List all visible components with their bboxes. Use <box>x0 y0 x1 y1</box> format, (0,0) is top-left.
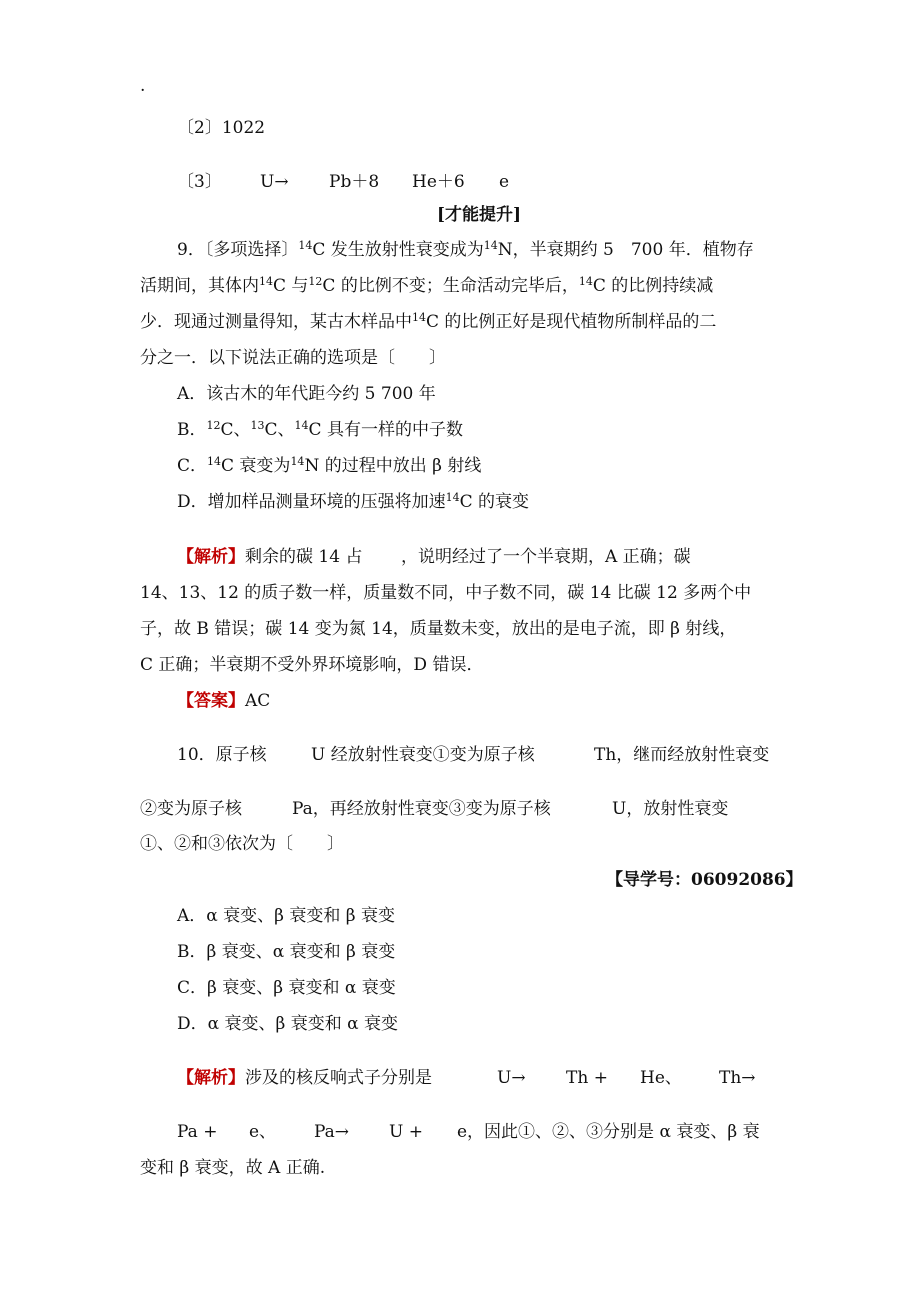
q10-analysis-line-3: 变和 β 衰变，故 A 正确. <box>140 1158 326 1178</box>
q10-analysis-l2-part-3: Pa→ <box>314 1122 350 1142</box>
q9-analysis-line-1 <box>177 545 362 569</box>
prev-answer-3-part-3: He＋6 <box>412 172 465 192</box>
prev-answer-3-label: 〔3〕 <box>177 172 222 192</box>
q9-option-c-text-1: C 衰变为 <box>221 456 291 476</box>
sup-14: 14 <box>445 491 460 504</box>
q9-option-b-label: B． <box>177 420 207 440</box>
q10-l1-part-3: Th，继而经放射性衰变 <box>594 745 770 765</box>
sup-14: 14 <box>578 275 593 288</box>
sup-14: 14 <box>259 275 273 288</box>
q10-l1-part-2: U 经放射性衰变①变为原子核 <box>311 745 535 765</box>
sup-13: 13 <box>250 419 265 432</box>
q10-analysis-l1-part-4: He、 <box>640 1068 682 1088</box>
sup-14: 14 <box>298 239 313 252</box>
q9-option-d-text-2: C 的衰变 <box>459 492 530 512</box>
section-title: [才能提升] <box>437 205 522 225</box>
q9-option-d <box>177 490 529 514</box>
prev-answer-3-part-2: Pb＋8 <box>329 172 380 192</box>
q9-line-1 <box>177 238 754 262</box>
q9-line-4: 分之一．以下说法正确的选项是〔 〕 <box>140 348 446 368</box>
q9-line-3 <box>140 310 716 334</box>
q9-analysis-text-1: 剩余的碳 14 占 <box>245 547 363 567</box>
sup-12: 12 <box>308 275 323 288</box>
sup-14: 14 <box>290 455 305 468</box>
q10-analysis-l1-part-3: Th + <box>566 1068 608 1088</box>
q9-type: 〔多项选择〕 <box>204 240 299 260</box>
q10-option-a: A．α 衰变、β 衰变和 β 衰变 <box>177 906 396 926</box>
q9-analysis-line-1b: ，说明经过了一个半衰期，A 正确；碳 <box>401 547 691 567</box>
q9-line-2 <box>140 274 713 298</box>
q9-l1-text-2: N，半衰期约 5 700 年．植物存 <box>497 240 754 260</box>
q9-l3-text-2: C 的比例正好是现代植物所制样品的二 <box>426 312 717 332</box>
q9-option-a: A．该古木的年代距今约 5 700 年 <box>177 384 436 404</box>
analysis-tag: 【解析】 <box>177 1068 245 1088</box>
q10-analysis-l1-part-2: U→ <box>497 1068 526 1088</box>
q9-option-b <box>177 418 463 442</box>
q9-l2-text-3: C 的比例不变；生命活动完毕后， <box>322 276 579 296</box>
q9-number: 9． <box>177 240 205 260</box>
q9-option-b-text-3: C 具有一样的中子数 <box>308 420 463 440</box>
prev-answer-3-part-4: e <box>499 172 510 192</box>
q9-option-c <box>177 454 481 478</box>
q10-l2-part-1: ②变为原子核 <box>140 799 242 819</box>
q9-option-c-label: C． <box>177 456 208 476</box>
q10-option-d: D．α 衰变、β 衰变和 α 衰变 <box>177 1014 399 1034</box>
guide-number: 【导学号：06092086】 <box>606 870 803 890</box>
q9-answer <box>177 689 270 713</box>
q9-l2-text-4: C 的比例持续减 <box>592 276 714 296</box>
top-dot: . <box>140 76 146 96</box>
prev-answer-2: 〔2〕1022 <box>177 118 266 138</box>
q9-option-b-text-2: C、 <box>264 420 295 440</box>
q10-option-c: C．β 衰变、β 衰变和 α 衰变 <box>177 978 396 998</box>
q9-analysis-line-3: 子，故 B 错误；碳 14 变为氮 14，质量数未变，放出的是电子流，即 β 射线， <box>140 619 737 639</box>
q9-l2-text-2: C 与 <box>273 276 309 296</box>
q9-option-c-text-2: N 的过程中放出 β 射线 <box>304 456 482 476</box>
q9-option-b-text-1: C、 <box>220 420 251 440</box>
q10-line-3: ①、②和③依次为〔 〕 <box>140 834 344 854</box>
q10-option-b: B．β 衰变、α 衰变和 β 衰变 <box>177 942 396 962</box>
answer-value: AC <box>245 691 271 711</box>
sup-14: 14 <box>412 311 426 324</box>
prev-answer-3-part-1: U→ <box>260 172 289 192</box>
q9-option-d-text-1: D．增加样品测量环境的压强将加速 <box>177 492 446 512</box>
q9-l2-text-1: 活期间，其体内 <box>140 276 259 296</box>
sup-14: 14 <box>294 419 309 432</box>
q10-analysis-text-1: 涉及的核反响式子分别是 <box>245 1068 432 1088</box>
analysis-tag: 【解析】 <box>177 547 245 567</box>
q10-l2-part-2: Pa，再经放射性衰变③变为原子核 <box>292 799 551 819</box>
q9-analysis-line-4: C 正确；半衰期不受外界环境影响，D 错误． <box>140 655 484 675</box>
sup-12: 12 <box>206 419 221 432</box>
q9-l1-text-1: C 发生放射性衰变成为 <box>312 240 484 260</box>
q10-analysis-line-1 <box>177 1066 432 1090</box>
sup-14: 14 <box>483 239 498 252</box>
q10-analysis-l2-part-2: e、 <box>249 1122 277 1142</box>
q10-analysis-l1-part-5: Th→ <box>719 1068 756 1088</box>
q10-l1-part-1: 10．原子核 <box>177 745 267 765</box>
q10-analysis-l2-part-5: e，因此①、②、③分别是 α 衰变、β 衰 <box>457 1122 760 1142</box>
q9-analysis-line-2: 14、13、12 的质子数一样，质量数不同，中子数不同，碳 14 比碳 12 多两个中 <box>140 583 752 603</box>
q10-analysis-l2-part-4: U + <box>389 1122 423 1142</box>
q10-l2-part-3: U，放射性衰变 <box>612 799 729 819</box>
q10-analysis-l2-part-1: Pa + <box>177 1122 218 1142</box>
sup-14: 14 <box>207 455 222 468</box>
answer-tag: 【答案】 <box>177 691 245 711</box>
q9-l3-text-1: 少．现通过测量得知，某古木样品中 <box>140 312 412 332</box>
